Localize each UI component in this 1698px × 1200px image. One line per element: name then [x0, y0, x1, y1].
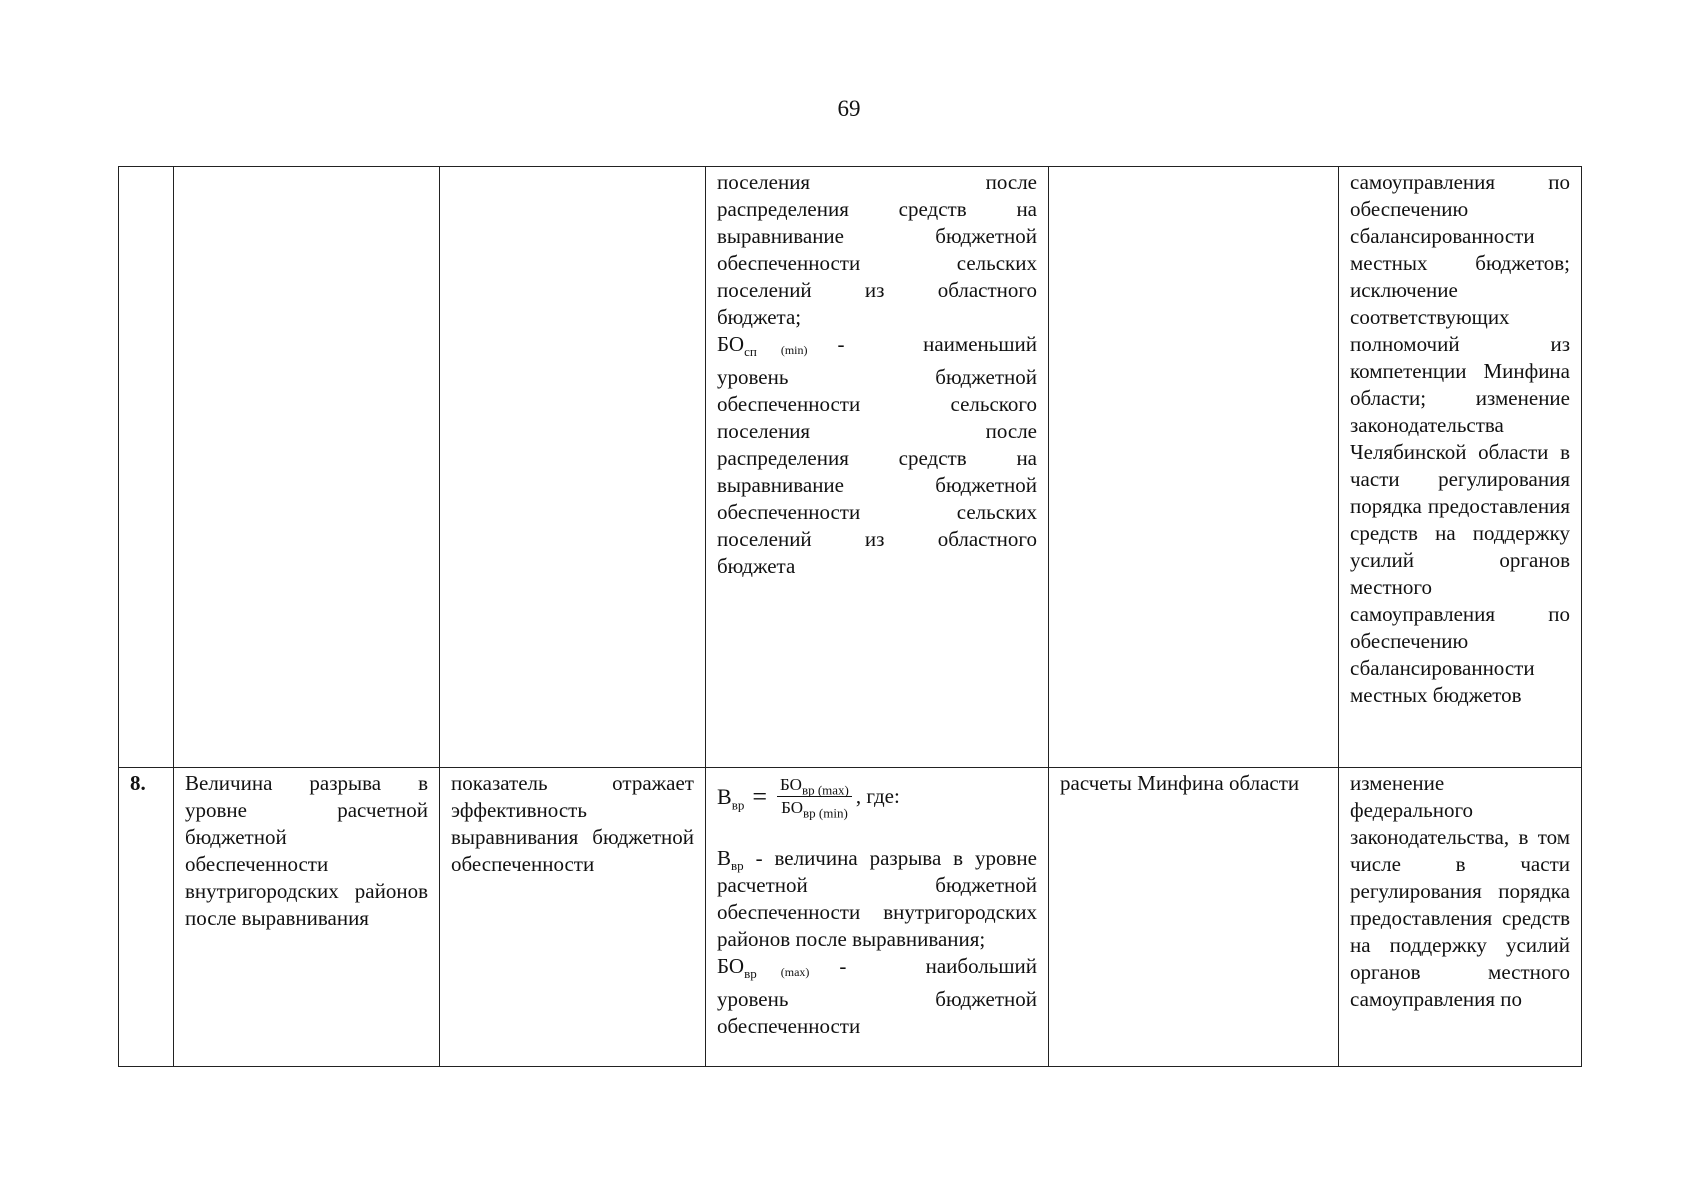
formula-text-line: обеспеченности сельских: [717, 251, 1037, 275]
cell-indicator-description: показатель отражает эффективность выравнивания бюджетной обеспеченности: [440, 768, 706, 1067]
denominator-base: БО: [781, 798, 804, 817]
formula-text-line: обеспеченности: [717, 1014, 861, 1038]
formula-text-line: выравнивание бюджетной: [717, 224, 1037, 248]
numerator-base: БО: [780, 775, 802, 794]
formula-text-line: бюджета: [717, 554, 796, 578]
table-row-8: [119, 768, 1582, 1067]
formula-text-line: уровень бюджетной: [717, 987, 1037, 1011]
cell-formula: [706, 768, 1049, 1067]
symbol-bo-sp-min: [717, 331, 1037, 364]
symbol-sub: сп: [744, 344, 757, 360]
cell-formula-continuation: [706, 167, 1049, 768]
symbol-bo-vr-max: [717, 953, 1037, 986]
symbol-sub-min: (min): [780, 343, 808, 357]
formula-text-line: бюджета;: [717, 305, 802, 329]
symbol-base: БО: [717, 954, 745, 978]
formula-text-line: уровень бюджетной: [717, 365, 1037, 389]
cell-risks: изменение федерального законодательства, в том числе в части регулирования порядка предоставления средств на поддержку усилий органов местного самоуправления по: [1339, 768, 1582, 1067]
definition-bvr-text: - величина разрыва в уровне расчетной бюджетной обеспеченности внутригородских районов после выравнивания;: [717, 846, 1037, 951]
page-number: 69: [837, 96, 861, 121]
definition-bvr-base: В: [717, 846, 732, 870]
formula-lhs-base: В: [717, 784, 732, 809]
cell-risks-continuation: самоуправления по обеспечению сбалансированности местных бюджетов; исключение соответствующих полномочий из компетенции Минфина области; изменение законодательства Челябинской области в части регулирования порядка предоставления средств на поддержку усилий органов местного самоуправления по обеспечению сбалансированности местных бюджетов: [1339, 167, 1582, 768]
formula-text-line: поселения после: [717, 170, 1037, 194]
numerator-sub: вр (max): [801, 782, 849, 798]
formula-text-line: поселений из областного: [717, 527, 1037, 551]
formula-fraction: [777, 774, 852, 819]
symbol-definition-start: - наибольший: [839, 954, 1037, 978]
cell-indicator-name: Величина разрыва в уровне расчетной бюджетной обеспеченности внутригородских районов после выравнивания: [174, 768, 440, 1067]
formula-text-line: поселения после: [717, 419, 1037, 443]
formula-text-line: поселений из областного: [717, 278, 1037, 302]
formula-text-line: распределения средств на: [717, 197, 1037, 221]
formula-bvr: [717, 774, 1037, 819]
formula-text-line: распределения средств на: [717, 446, 1037, 470]
cell-name-empty: [174, 167, 440, 768]
formula-numerator: [777, 774, 852, 797]
symbol-sub: вр: [744, 966, 757, 982]
definition-bvr: [717, 845, 1037, 953]
formula-lhs: [717, 783, 745, 813]
formula-text-line: обеспеченности сельского: [717, 392, 1037, 416]
formula-suffix: , где:: [855, 784, 900, 808]
symbol-sub-max: (max): [780, 965, 810, 979]
cell-description-empty: [440, 167, 706, 768]
symbol-base: БО: [717, 332, 745, 356]
formula-denominator: [778, 797, 851, 819]
cell-row-number: 8.: [119, 768, 174, 1067]
definition-bvr-sub: вр: [731, 858, 744, 874]
denominator-sub: вр (min): [803, 805, 848, 821]
cell-data-source: расчеты Минфина области: [1049, 768, 1339, 1067]
formula-lhs-sub: вр: [731, 797, 745, 813]
formula-text-line: обеспеченности сельских: [717, 500, 1037, 524]
cell-number-empty: [119, 167, 174, 768]
indicators-table: [118, 166, 1582, 1067]
formula-equals: =: [752, 782, 767, 811]
table-row-continuation: [119, 167, 1582, 768]
cell-source-empty: [1049, 167, 1339, 768]
formula-text-line: выравнивание бюджетной: [717, 473, 1037, 497]
symbol-definition-start: - наименьший: [837, 332, 1037, 356]
